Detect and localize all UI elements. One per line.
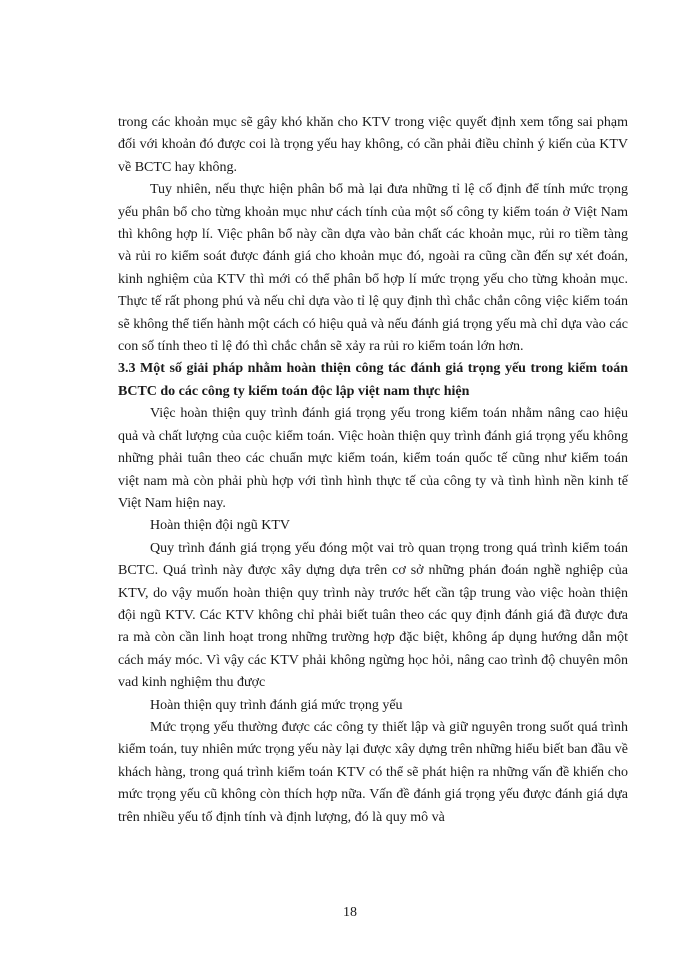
paragraph-allocation: Tuy nhiên, nếu thực hiện phân bổ mà lại đưa những tỉ lệ cố định để tính mức trọng yếu phân bổ cho từng khoản mục như cách tính của một số công ty kiểm toán ở Việt Nam thì không hợp lí. Việc phân bổ này cần dựa vào bản chất các khoản mục, rủi ro tiềm tàng và rủi ro kiểm soát được đánh giá cho khoản mục đó, ngoài ra cũng cần đến sự xét đoán, kinh nghiệm của KTV thì mới có thể phân bổ hợp lí mức trọng yếu cho từng khoản mục. Thực tế rất phong phú và nếu chỉ dựa vào tỉ lệ quy định thì chắc chắn công việc kiểm toán sẽ không thể tiến hành một cách có hiệu quả và nếu đánh giá trọng yếu mà chỉ dựa vào các con số tính theo tỉ lệ đó thì chắc chắn sẽ xảy ra rủi ro kiểm toán lớn hơn.	[118, 182, 628, 355]
body-text	[118, 112, 628, 829]
subheading-materiality-process: Hoàn thiện quy trình đánh giá mức trọng yếu	[150, 697, 403, 713]
subheading-auditor-team: Hoàn thiện đội ngũ KTV	[150, 518, 290, 534]
paragraph-continuation: trong các khoản mục sẽ gây khó khăn cho KTV trong việc quyết định xem tổng sai phạm đối với khoản đó được coi là trọng yếu hay không, có cần phải điều chỉnh ý kiến của KTV về BCTC hay không.	[118, 115, 628, 175]
section-heading: 3.3 Một số giải pháp nhằm hoàn thiện công tác đánh giá trọng yếu trong kiểm toán BCTC do các công ty kiểm toán độc lập việt nam thực hiện	[118, 361, 628, 399]
paragraph-materiality-process: Mức trọng yếu thường được các công ty thiết lập và giữ nguyên trong suốt quá trình kiểm toán, tuy nhiên mức trọng yếu này lại được xây dựng trên những hiểu biết ban đầu về khách hàng, trong quá trình kiểm toán KTV có thể sẽ phát hiện ra những vấn đề khiến cho mức trọng yếu cũ không còn thích hợp nữa. Vấn đề đánh giá trọng yếu được đánh giá dựa trên nhiều yếu tố định tính và định lượng, đó là quy mô và	[118, 719, 628, 825]
paragraph-intro: Việc hoàn thiện quy trình đánh giá trọng yếu trong kiểm toán nhằm nâng cao hiệu quả và chất lượng của cuộc kiểm toán. Việc hoàn thiện quy trình đánh giá trọng yếu không những phải tuân theo các chuẩn mực kiểm toán, kiểm toán quốc tế cũng như kiểm toán việt nam mà còn phải phù hợp với tình hình thực tế của công ty và tình hình nền kinh tế Việt Nam hiện nay.	[118, 406, 628, 511]
paragraph-auditor-team: Quy trình đánh giá trọng yếu đóng một vai trò quan trọng trong quá trình kiểm toán BCTC. Quá trình này được xây dựng dựa trên cơ sở những phán đoán nghề nghiệp của KTV, do vậy muốn hoàn thiện quy trình này trước hết cần tập trung vào việc hoàn thiện đội ngũ KTV. Các KTV không chỉ phải biết tuân theo các quy định đánh giá đã được đưa ra mà còn cần linh hoạt trong những trường hợp đặc biệt, không áp dụng hướng dẫn một cách máy móc. Vì vậy các KTV phải không ngừng học hỏi, nâng cao trình độ chuyên môn vad kinh nghiệm thu được	[118, 540, 628, 691]
page-number: 18	[343, 905, 357, 920]
